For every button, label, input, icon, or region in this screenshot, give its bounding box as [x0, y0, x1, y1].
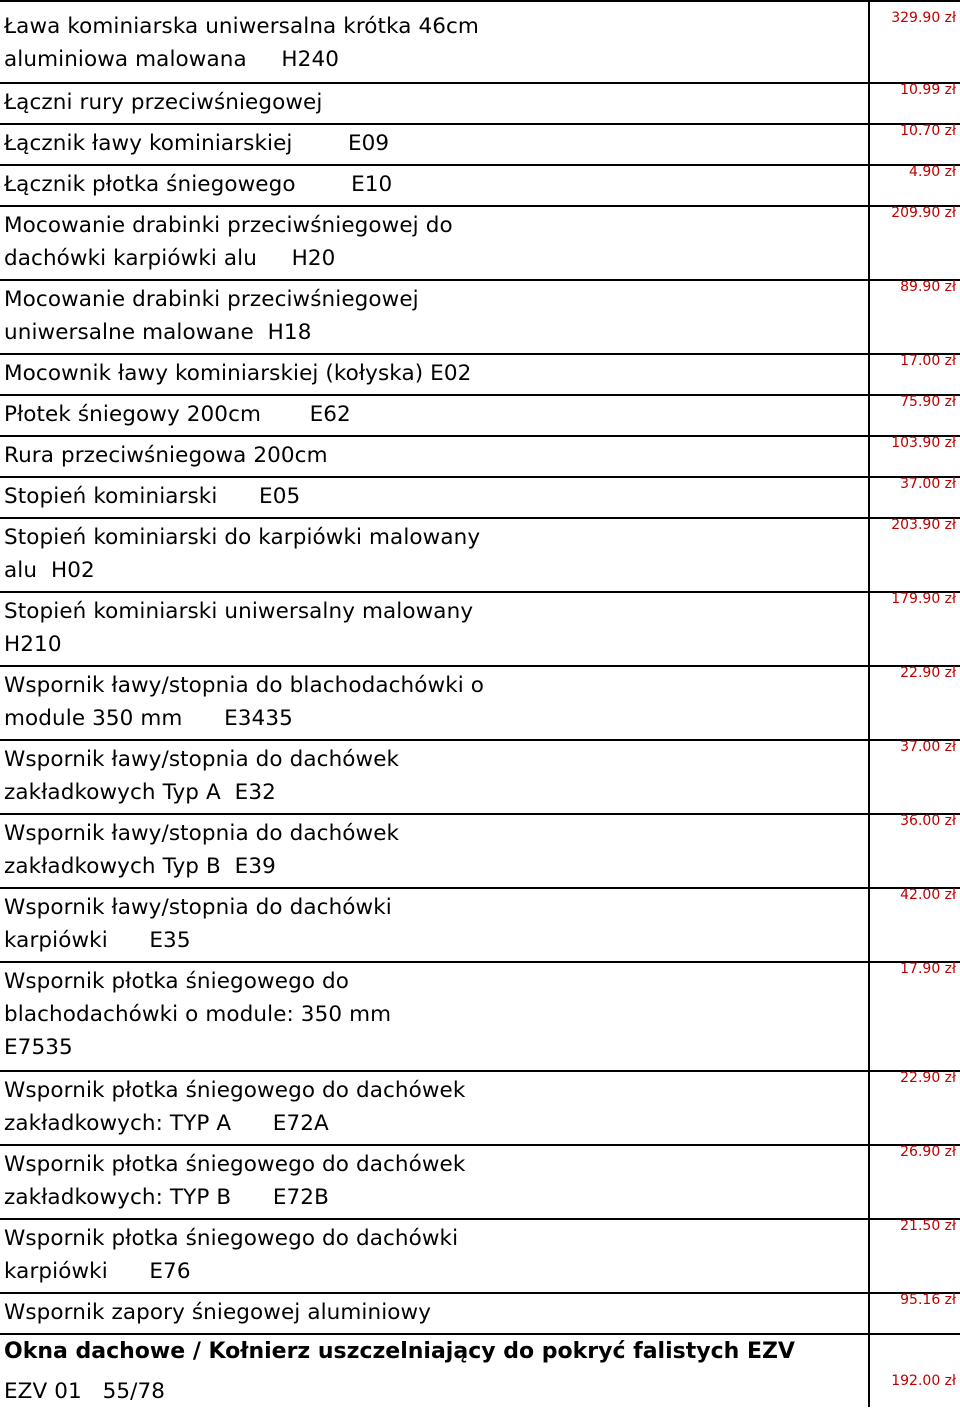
product-name: Mocowanie drabinki przeciwśniegowej uniwersalne malowane H18	[4, 287, 419, 345]
table-row	[0, 353, 960, 396]
product-name: Rura przeciwśniegowa 200cm	[4, 443, 328, 468]
table-row	[0, 205, 960, 281]
table-row	[0, 591, 960, 667]
product-price: 103.90 zł	[891, 435, 956, 451]
table-row	[0, 665, 960, 741]
product-price: 10.70 zł	[900, 123, 956, 139]
product-price: 36.00 zł	[900, 813, 956, 829]
table-row	[0, 82, 960, 125]
product-name: Wspornik płotka śniegowego do blachodachówki o module: 350 mm E7535	[4, 969, 392, 1060]
table-row	[0, 123, 960, 166]
product-name: Wspornik ławy/stopnia do blachodachówki o module 350 mm E3435	[4, 673, 485, 731]
table-row	[0, 435, 960, 478]
product-price: 95.16 zł	[900, 1292, 956, 1308]
table-row	[0, 0, 960, 84]
table-row	[0, 279, 960, 355]
product-price: 203.90 zł	[891, 517, 956, 533]
product-name: EZV 01 55/78	[4, 1379, 166, 1404]
product-name: Łączni rury przeciwśniegowej	[4, 90, 323, 115]
table-row	[0, 517, 960, 593]
product-price: 26.90 zł	[900, 1144, 956, 1160]
product-name: Ława kominiarska uniwersalna krótka 46cm aluminiowa malowana H240	[4, 14, 479, 72]
product-price: 17.00 zł	[900, 353, 956, 369]
table-row	[0, 1070, 960, 1146]
table-row	[0, 739, 960, 815]
product-name: Stopień kominiarski E05	[4, 484, 301, 509]
product-price: 179.90 zł	[891, 591, 956, 607]
table-row	[0, 476, 960, 519]
table-row	[0, 164, 960, 207]
product-name: Wspornik ławy/stopnia do dachówek zakładkowych Typ B E39	[4, 821, 400, 879]
product-price: 75.90 zł	[900, 394, 956, 410]
product-name: Wspornik zapory śniegowej aluminiowy	[4, 1300, 432, 1325]
table-row	[0, 394, 960, 437]
product-name: Łącznik ławy kominiarskiej E09	[4, 131, 390, 156]
product-name: Łącznik płotka śniegowego E10	[4, 172, 393, 197]
product-price: 10.99 zł	[900, 82, 956, 98]
product-price: 22.90 zł	[900, 1070, 956, 1086]
product-price: 37.00 zł	[900, 476, 956, 492]
table-row	[0, 1333, 960, 1407]
product-price: 209.90 zł	[891, 205, 956, 221]
product-name: Wspornik ławy/stopnia do dachówki karpiówki E35	[4, 895, 392, 953]
product-name: Stopień kominiarski do karpiówki malowany alu H02	[4, 525, 481, 583]
product-name: Wspornik płotka śniegowego do dachówki karpiówki E76	[4, 1226, 459, 1284]
product-price: 17.90 zł	[900, 961, 956, 977]
product-name: Płotek śniegowy 200cm E62	[4, 402, 351, 427]
product-name: Stopień kominiarski uniwersalny malowany H210	[4, 599, 474, 657]
product-price: 4.90 zł	[909, 164, 956, 180]
product-name: Mocowanie drabinki przeciwśniegowej do dachówki karpiówki alu H20	[4, 213, 453, 271]
product-price: 329.90 zł	[891, 10, 956, 26]
product-price: 37.00 zł	[900, 739, 956, 755]
section-heading: Okna dachowe / Kołnierz uszczelniający do pokryć falistych EZV	[4, 1339, 795, 1364]
product-price: 89.90 zł	[900, 279, 956, 295]
table-row	[0, 1144, 960, 1220]
product-price: 21.50 zł	[900, 1218, 956, 1234]
product-price: 22.90 zł	[900, 665, 956, 681]
product-price: 192.00 zł	[891, 1373, 956, 1389]
product-name: Wspornik płotka śniegowego do dachówek zakładkowych: TYP B E72B	[4, 1152, 466, 1210]
table-row	[0, 1292, 960, 1335]
product-name: Wspornik płotka śniegowego do dachówek zakładkowych: TYP A E72A	[4, 1078, 466, 1136]
table-row	[0, 1218, 960, 1294]
product-price: 42.00 zł	[900, 887, 956, 903]
table-row	[0, 813, 960, 889]
product-name: Mocownik ławy kominiarskiej (kołyska) E02	[4, 361, 472, 386]
table-row	[0, 887, 960, 963]
table-row	[0, 961, 960, 1072]
product-name: Wspornik ławy/stopnia do dachówek zakładkowych Typ A E32	[4, 747, 400, 805]
